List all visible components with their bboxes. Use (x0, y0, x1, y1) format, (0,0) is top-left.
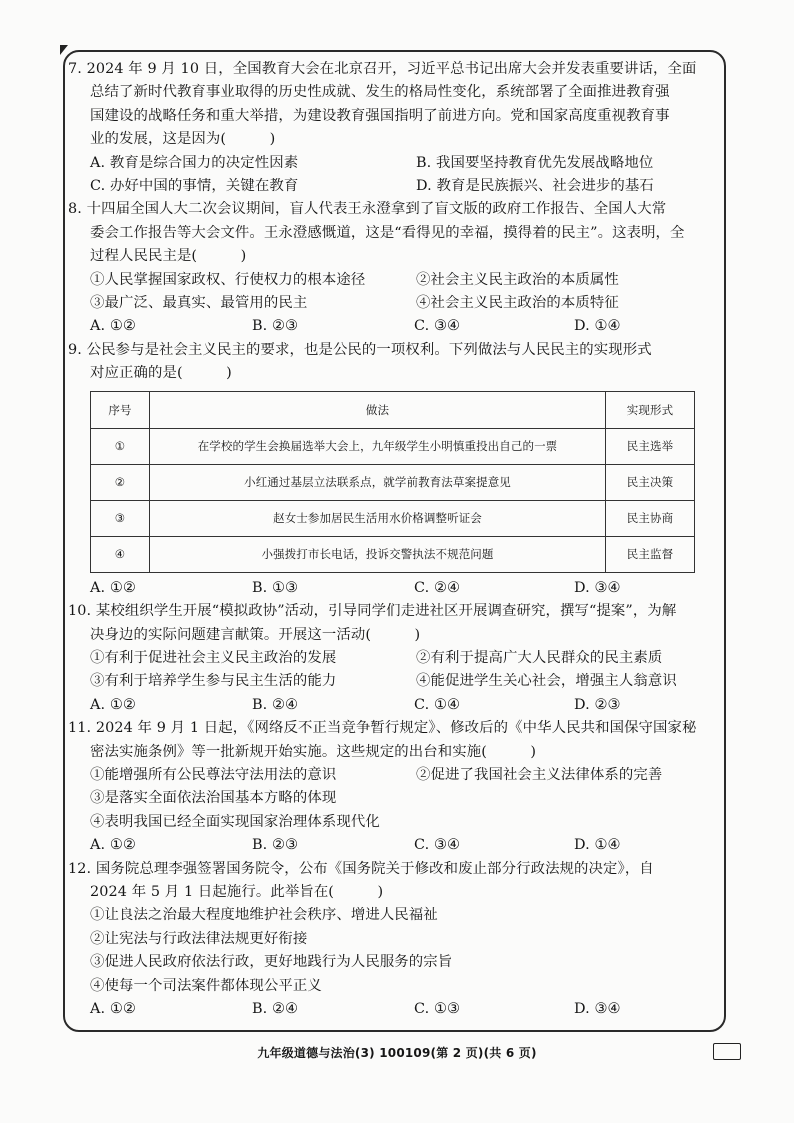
option-b: B. ②④ (252, 696, 299, 713)
table-cell: ② (91, 464, 150, 500)
statement-4: ④使每一个司法案件都体现公平正义 (90, 977, 322, 994)
table-header: 做法 (150, 391, 606, 428)
option-a: A. ①② (90, 1001, 136, 1017)
option-a: A. ①② (90, 837, 136, 854)
question-stem-line: 2024 年 5 月 1 日起施行。此举旨在( ) (90, 883, 384, 900)
statement-2: ②社会主义民主政治的本质属性 (416, 271, 619, 288)
option-a: A. ①② (90, 696, 136, 713)
statement-1: ①让良法之治最大程度地维护社会秩序、增进人民福祉 (90, 907, 438, 924)
table-cell: 小强拨打市长电话，投诉交警执法不规范问题 (150, 536, 606, 572)
statement-1: ①能增强所有公民尊法守法用法的意识 (90, 766, 337, 783)
option-d: D. ①④ (574, 837, 621, 854)
option-a: A. 教育是综合国力的决定性因素 (90, 154, 299, 171)
question-stem-line: 决身边的实际问题建言献策。开展这一活动( ) (90, 626, 421, 643)
question-7 (68, 58, 718, 198)
option-c: C. ③④ (414, 837, 460, 854)
table-header: 实现形式 (606, 391, 695, 428)
page-footer: 九年级道德与法治(3) 100109(第 2 页)(共 6 页) (257, 1046, 537, 1060)
question-stem-line: 11. 2024 年 9 月 1 日起，《网络反不正当竞争暂行规定》、修改后的《中华人民共和国保守国家秘 (68, 720, 697, 737)
statement-2: ②让宪法与行政法律法规更好衔接 (90, 930, 308, 947)
table-row (91, 500, 695, 536)
option-c: C. ③④ (414, 318, 460, 335)
table-cell: 民主选举 (606, 428, 695, 464)
option-b: B. ②③ (252, 318, 299, 335)
table-cell: 赵女士参加居民生活用水价格调整听证会 (150, 500, 606, 536)
statement-2: ②促进了我国社会主义法律体系的完善 (416, 766, 663, 783)
table-cell: 民主监督 (606, 536, 695, 572)
statement-3: ③有利于培养学生参与民主生活的能力 (90, 673, 337, 690)
question-stem-line: 10. 某校组织学生开展“模拟政协”活动，引导同学们走进社区开展调查研究，撰写“提案”，为解 (68, 603, 677, 620)
page-corner-box (713, 1043, 741, 1060)
statement-3: ③是落实全面依法治国基本方略的体现 (90, 790, 337, 807)
table-header: 序号 (91, 391, 150, 428)
table-cell: 在学校的学生会换届选举大会上，九年级学生小明慎重投出自己的一票 (150, 428, 606, 464)
statement-1: ①有利于促进社会主义民主政治的发展 (90, 649, 337, 666)
option-d: D. ③④ (574, 579, 621, 596)
option-c: C. ①④ (414, 696, 460, 713)
table-row (91, 536, 695, 572)
table-cell: ③ (91, 500, 150, 536)
question-9 (68, 339, 718, 600)
statement-2: ②有利于提高广大人民群众的民主素质 (416, 649, 663, 666)
statement-4: ④表明我国已经全面实现国家治理体系现代化 (90, 813, 380, 830)
table-header-row (91, 391, 695, 428)
statement-1: ①人民掌握国家政权、行使权力的根本途径 (90, 271, 366, 288)
question-stem-line: 对应正确的是( ) (90, 365, 232, 382)
question-stem-line: 过程人民民主是( ) (90, 248, 247, 265)
question-stem-line: 7. 2024 年 9 月 10 日，全国教育大会在北京召开，习近平总书记出席大会并发表重要讲话，全面 (68, 61, 697, 77)
option-a: A. ①② (90, 579, 136, 596)
option-a: A. ①② (90, 318, 136, 335)
statement-3: ③最广泛、最真实、最管用的民主 (90, 295, 308, 312)
corner-mark (60, 45, 68, 55)
table-row (91, 464, 695, 500)
question-stem-line: 业的发展，这是因为( ) (90, 131, 276, 148)
option-b: B. ②③ (252, 837, 299, 854)
question-stem-line: 总结了新时代教育事业取得的历史性成就、发生的格局性变化，系统部署了全面推进教育强 (90, 84, 670, 101)
option-b: B. ①③ (252, 579, 299, 596)
table-cell: 民主协商 (606, 500, 695, 536)
option-c: C. ①③ (414, 1001, 460, 1017)
question-stem-line: 委会工作报告等大会文件。王永澄感慨道，这是“看得见的幸福，摸得着的民主”。这表明，全 (90, 224, 685, 241)
question-11 (68, 717, 718, 857)
practice-table (90, 391, 695, 573)
question-stem-line: 密法实施条例》等一批新规开始实施。这些规定的出台和实施( ) (90, 743, 537, 760)
question-stem-line: 国建设的战略任务和重大举措，为建设教育强国指明了前进方向。党和国家高度重视教育事 (90, 107, 670, 124)
question-10 (68, 600, 718, 717)
question-stem-line: 12. 国务院总理李强签署国务院令，公布《国务院关于修改和废止部分行政法规的决定》，自 (68, 860, 654, 877)
option-b: B. ②④ (252, 1001, 299, 1017)
option-b: B. 我国要坚持教育优先发展战略地位 (416, 154, 654, 171)
question-12 (68, 858, 718, 1022)
option-d: D. ③④ (574, 1001, 621, 1017)
table-cell: ① (91, 428, 150, 464)
question-content (68, 58, 718, 1021)
question-stem-line: 9. 公民参与是社会主义民主的要求，也是公民的一项权利。下列做法与人民民主的实现形式 (68, 341, 652, 358)
table-cell: 小红通过基层立法联系点，就学前教育法草案提意见 (150, 464, 606, 500)
question-8 (68, 198, 718, 338)
option-d: D. 教育是民族振兴、社会进步的基石 (416, 178, 654, 195)
statement-4: ④社会主义民主政治的本质特征 (416, 295, 619, 312)
table-row (91, 428, 695, 464)
table-cell: 民主决策 (606, 464, 695, 500)
statement-3: ③促进人民政府依法行政，更好地践行为人民服务的宗旨 (90, 954, 453, 971)
option-d: D. ①④ (574, 318, 621, 335)
statement-4: ④能促进学生关心社会，增强主人翁意识 (416, 673, 677, 690)
option-c: C. ②④ (414, 579, 460, 596)
question-stem-line: 8. 十四届全国人大二次会议期间，盲人代表王永澄拿到了盲文版的政府工作报告、全国人大常 (68, 201, 667, 218)
table-cell: ④ (91, 536, 150, 572)
option-c: C. 办好中国的事情，关键在教育 (90, 178, 299, 195)
option-d: D. ②③ (574, 696, 621, 713)
